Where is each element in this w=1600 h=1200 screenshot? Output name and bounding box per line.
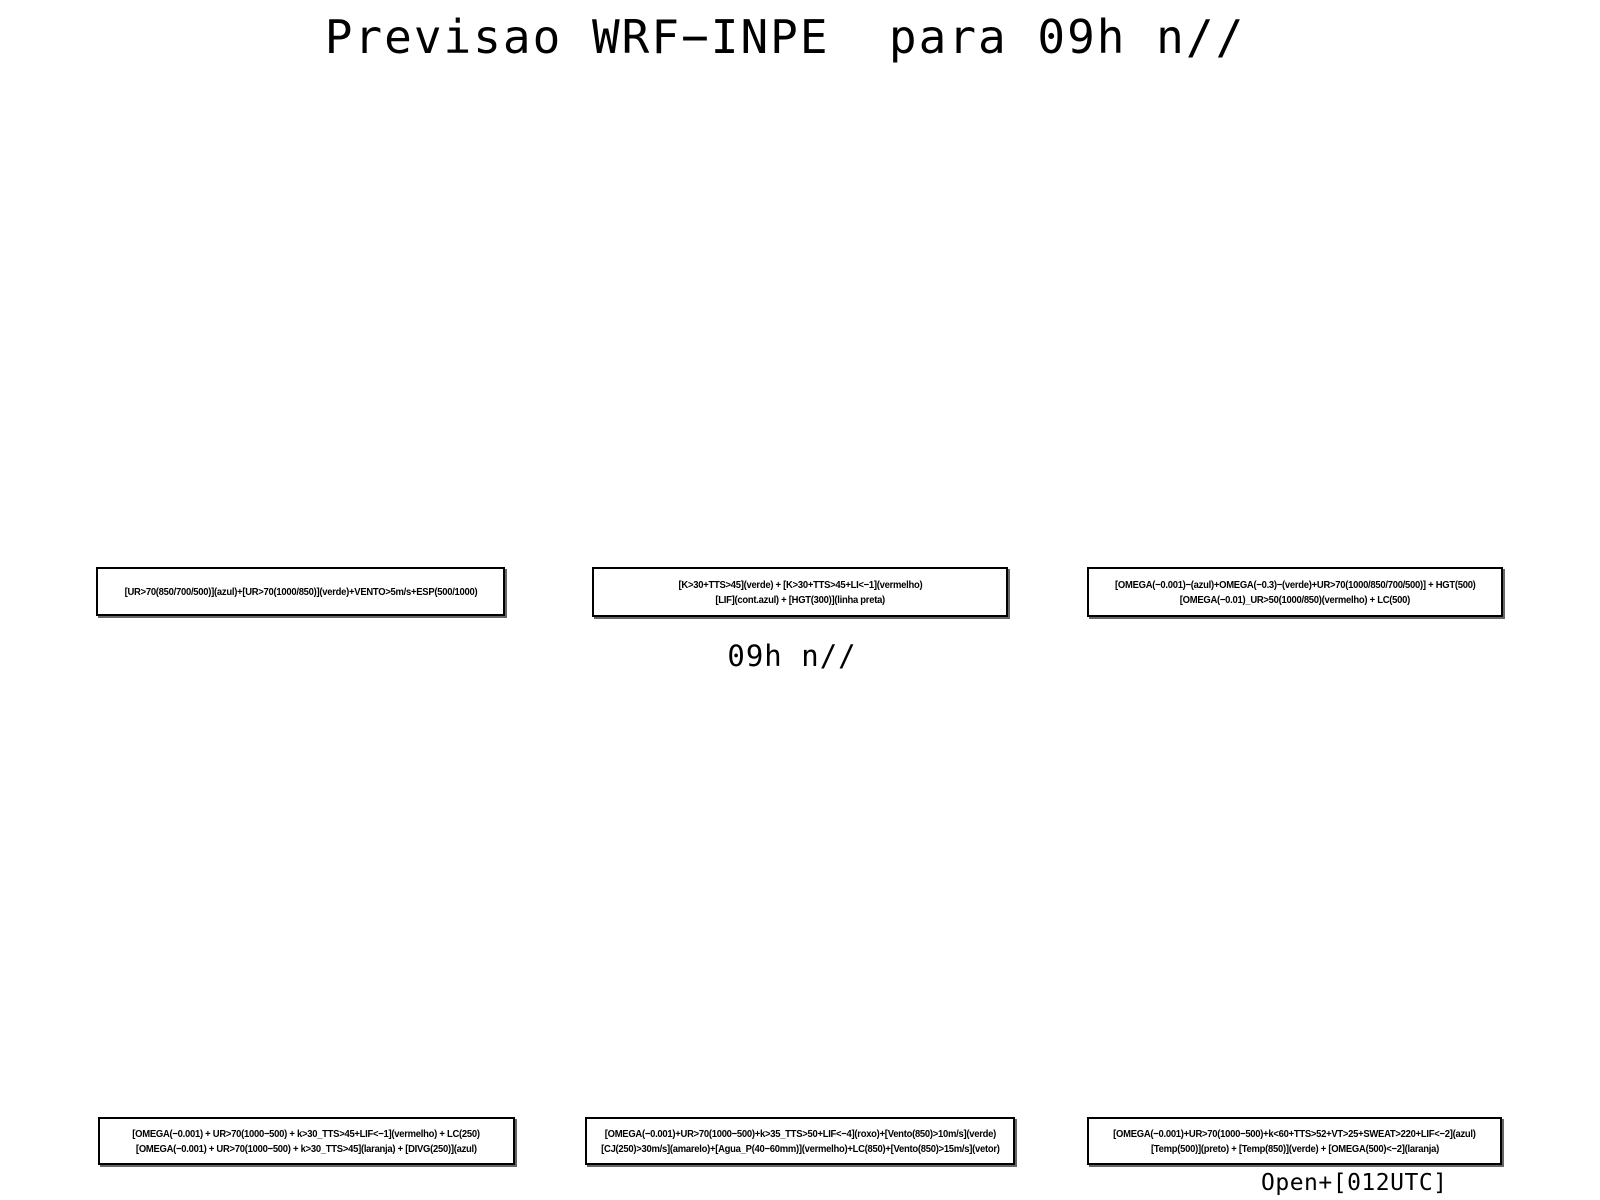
legend-box-bottom-center (585, 1117, 1015, 1165)
legend-box-top-center (592, 567, 1008, 617)
legend-box-bottom-left (98, 1117, 515, 1165)
legend-line: [OMEGA(−0.001)+UR>70(1000−500)+k<60+TTS>52+VT>25+SWEAT>220+LIF<−2](azul) (1113, 1127, 1476, 1140)
plot-title: Previsao WRF−INPE para 09h n// (324, 10, 1246, 64)
legend-line: [OMEGA(−0.001)+UR>70(1000−500)+k>35_TTS>50+LIF<−4](roxo)+[Vento(850)>10m/s](verde) (604, 1127, 996, 1140)
legend-line: [UR>70(850/700/500)](azul)+[UR>70(1000/850)](verde)+VENTO>5m/s+ESP(500/1000) (124, 585, 477, 598)
legend-line: [OMEGA(−0.001) + UR>70(1000−500) + k>30_TTS>45](laranja) + [DIVG(250)](azul) (136, 1142, 477, 1155)
legend-box-bottom-right (1087, 1117, 1502, 1165)
legend-box-top-left (96, 567, 505, 616)
legend-line: [CJ(250)>30m/s](amarelo)+[Agua_P(40−60mm)](vermelho)+LC(850)+[Vento(850)>15m/s](vetor) (600, 1142, 1000, 1155)
legend-line: [OMEGA(−0.01)_UR>50(1000/850)(vermelho) + LC(500) (1179, 593, 1411, 606)
forecast-hour-label: 09h n// (727, 639, 857, 673)
run-time-label: Open+[012UTC] (1261, 1170, 1448, 1196)
legend-line: [OMEGA(−0.001) + UR>70(1000−500) + k>30_TTS>45+LIF<−1](vermelho) + LC(250) (132, 1127, 481, 1140)
legend-box-top-right (1087, 567, 1503, 617)
legend-line: [Temp(500)](preto) + [Temp(850)](verde) + [OMEGA(500)<−2](laranja) (1150, 1142, 1439, 1155)
legend-line: [LIF](cont.azul) + [HGT(300)](linha preta) (715, 593, 885, 606)
legend-line: [OMEGA(−0.001)−(azul)+OMEGA(−0.3)−(verde)+UR>70(1000/850/700/500)] + HGT(500) (1114, 578, 1476, 591)
legend-line: [K>30+TTS>45](verde) + [K>30+TTS>45+LI<−1](vermelho) (678, 578, 922, 591)
